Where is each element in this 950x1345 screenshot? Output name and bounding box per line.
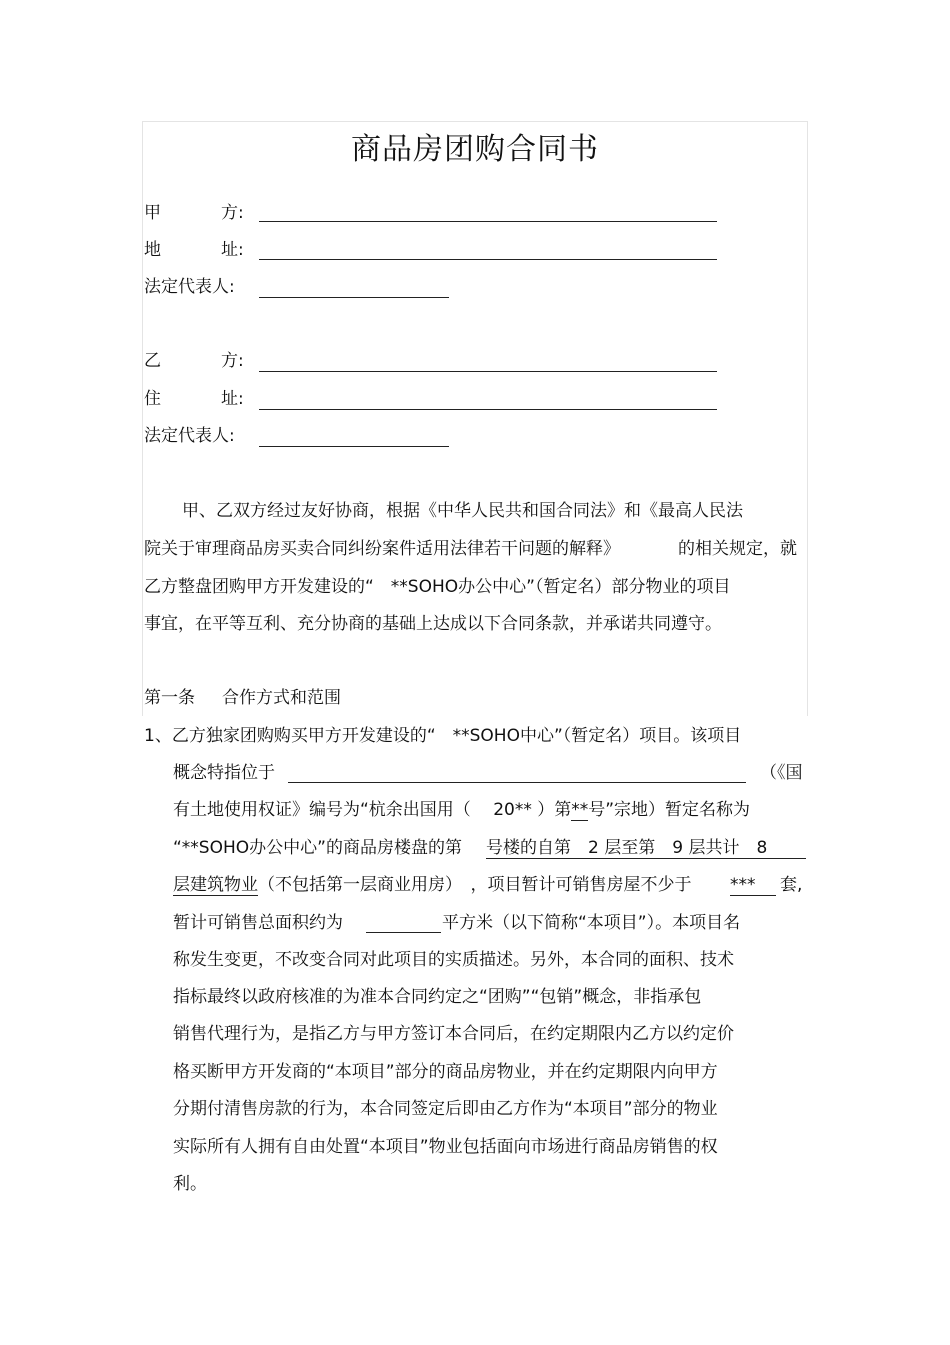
preamble-line-1: 甲、乙双方经过友好协商，根据《中华人民共和国合同法》和《最高人民法: [182, 501, 743, 521]
preamble-line-3: 乙方整盘团购甲方开发建设的“ **SOHO办公中心”（暂定名）部分物业的项目: [144, 577, 731, 597]
article-1-line-8: 指标最终以政府核准的为准本合同约定之“团购”“包销”概念，非指承包: [173, 987, 702, 1007]
article-1-line-11: 分期付清售房款的行为，本合同签定后即由乙方作为“本项目”部分的物业: [173, 1099, 718, 1119]
document-title: 商品房团购合同书: [351, 132, 599, 167]
article-1-number: 第一条: [144, 688, 195, 708]
article-1-line-7: 称发生变更，不改变合同对此项目的实质描述。另外，本合同的面积、技术: [173, 950, 734, 970]
party-a-address-field[interactable]: [259, 259, 717, 260]
article-1-line-10: 格买断甲方开发商的“本项目”部分的商品房物业，并在约定期限内向甲方: [173, 1062, 718, 1082]
party-b-address-label-1: 住: [144, 389, 161, 409]
party-a-name-field[interactable]: [259, 221, 717, 222]
preamble-line-2a: 院关于审理商品房买卖合同纠纷案件适用法律若干问题的解释》: [144, 539, 620, 559]
preamble-line-4: 事宜，在平等互利、充分协商的基础上达成以下合同条款，并承诺共同遵守。: [144, 614, 722, 634]
party-b-name-label-2: 方:: [221, 351, 244, 371]
article-1-line-5: [173, 875, 692, 896]
article-1-line-3d: 号”宗地）暂定名称为: [588, 800, 751, 820]
party-a-name-label-2: 方:: [221, 203, 244, 223]
unit-count-field[interactable]: ***: [730, 875, 776, 896]
land-number-field[interactable]: **: [571, 800, 589, 820]
article-1-line-5b: （不包括第一层商业用房） ，项目暂计可销售房屋不少于: [258, 875, 692, 895]
article-1-line-3a: 有土地使用权证》编号为“杭余出国用（ 20**: [173, 800, 532, 820]
article-1-line-13: 利。: [173, 1174, 207, 1194]
article-1-line-5d: 套,: [780, 875, 803, 895]
preamble-line-2b: 的相关规定，就: [678, 539, 797, 559]
article-1-line-3b: ）第: [537, 800, 572, 820]
party-a-rep-field[interactable]: [259, 297, 449, 298]
article-1-line-2b: （《国: [760, 763, 803, 783]
total-area-field[interactable]: [366, 932, 441, 933]
party-b-name-field[interactable]: [259, 371, 717, 372]
party-a-address-label-1: 地: [144, 240, 161, 260]
floor-scope-text: 层建筑物业: [173, 875, 258, 895]
article-1-line-2a: 概念特指位于: [173, 763, 275, 783]
article-1-line-4b: 号楼的自第 2 层至第 9 层共计 8: [486, 838, 806, 859]
location-field[interactable]: [288, 782, 746, 783]
party-b-address-field[interactable]: [259, 409, 717, 410]
article-1-line-6b: 平方米（以下简称“本项目”）。本项目名: [442, 913, 741, 933]
party-b-rep-label: 法定代表人:: [144, 426, 235, 446]
article-1-line-4a: “**SOHO办公中心”的商品房楼盘的第: [173, 838, 462, 858]
article-1-heading: 合作方式和范围: [222, 688, 341, 708]
article-1-line-12: 实际所有人拥有自由处置“本项目”物业包括面向市场进行商品房销售的权: [173, 1137, 718, 1157]
article-1-line-9: 销售代理行为，是指乙方与甲方签订本合同后，在约定期限内乙方以约定价: [173, 1024, 734, 1044]
party-a-name-label-1: 甲: [144, 203, 161, 223]
party-b-address-label-2: 址:: [221, 389, 244, 409]
article-1-line-6a: 暂计可销售总面积约为: [173, 913, 343, 933]
article-1-item-1-line-1: 1、乙方独家团购购买甲方开发建设的“ **SOHO中心”（暂定名）项目。该项目: [144, 726, 742, 746]
party-b-rep-field[interactable]: [259, 446, 449, 447]
article-1-line-3: [173, 800, 750, 821]
party-a-rep-label: 法定代表人:: [144, 277, 235, 297]
party-b-name-label-1: 乙: [144, 351, 161, 371]
party-a-address-label-2: 址:: [221, 240, 244, 260]
